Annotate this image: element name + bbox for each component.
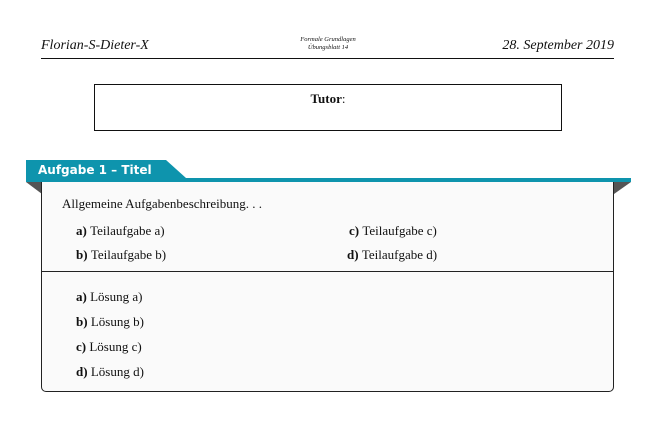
subtask-b [76, 247, 166, 263]
subtask-a [76, 223, 165, 239]
solution-text: Lösung a) [90, 289, 143, 304]
subtask-marker: c) [349, 223, 360, 238]
tutor-label: Tutor [310, 91, 342, 106]
solution-marker: d) [76, 364, 88, 379]
solution-a [76, 289, 142, 305]
solution-marker: c) [76, 339, 87, 354]
solution-marker: b) [76, 314, 88, 329]
exercise-box [41, 182, 614, 392]
header-sheet: Übungsblatt 14 [307, 44, 349, 51]
solution-text: Lösung d) [90, 364, 144, 379]
subtask-c [349, 223, 437, 239]
header-date: 28. September 2019 [502, 38, 614, 53]
header-author: Florian-S-Dieter-X [41, 38, 149, 53]
tutor-colon: : [341, 91, 346, 106]
subtask-marker: a) [76, 223, 87, 238]
solution-d [76, 364, 144, 380]
subtask-text: Teilaufgabe b) [90, 247, 167, 262]
header-course: Formale Grundlagen [300, 36, 356, 43]
solution-marker: a) [76, 289, 87, 304]
exercise-description: Allgemeine Aufgabenbeschreibung. . . [62, 196, 262, 211]
subtask-marker: b) [76, 247, 88, 262]
subtask-text: Teilaufgabe a) [90, 223, 165, 238]
subtask-marker: d) [347, 247, 359, 262]
tutor-box [94, 84, 562, 131]
exercise-title: Aufgabe 1 – Titel [38, 163, 152, 177]
task-solution-divider [41, 271, 614, 272]
solution-b [76, 314, 144, 330]
solution-text: Lösung b) [90, 314, 144, 329]
subtask-text: Teilaufgabe d) [361, 247, 438, 262]
subtask-d [347, 247, 437, 263]
header-course-info [288, 36, 368, 52]
header-rule [41, 58, 614, 59]
solution-text: Lösung c) [89, 339, 142, 354]
subtask-text: Teilaufgabe c) [362, 223, 437, 238]
solution-c [76, 339, 142, 355]
